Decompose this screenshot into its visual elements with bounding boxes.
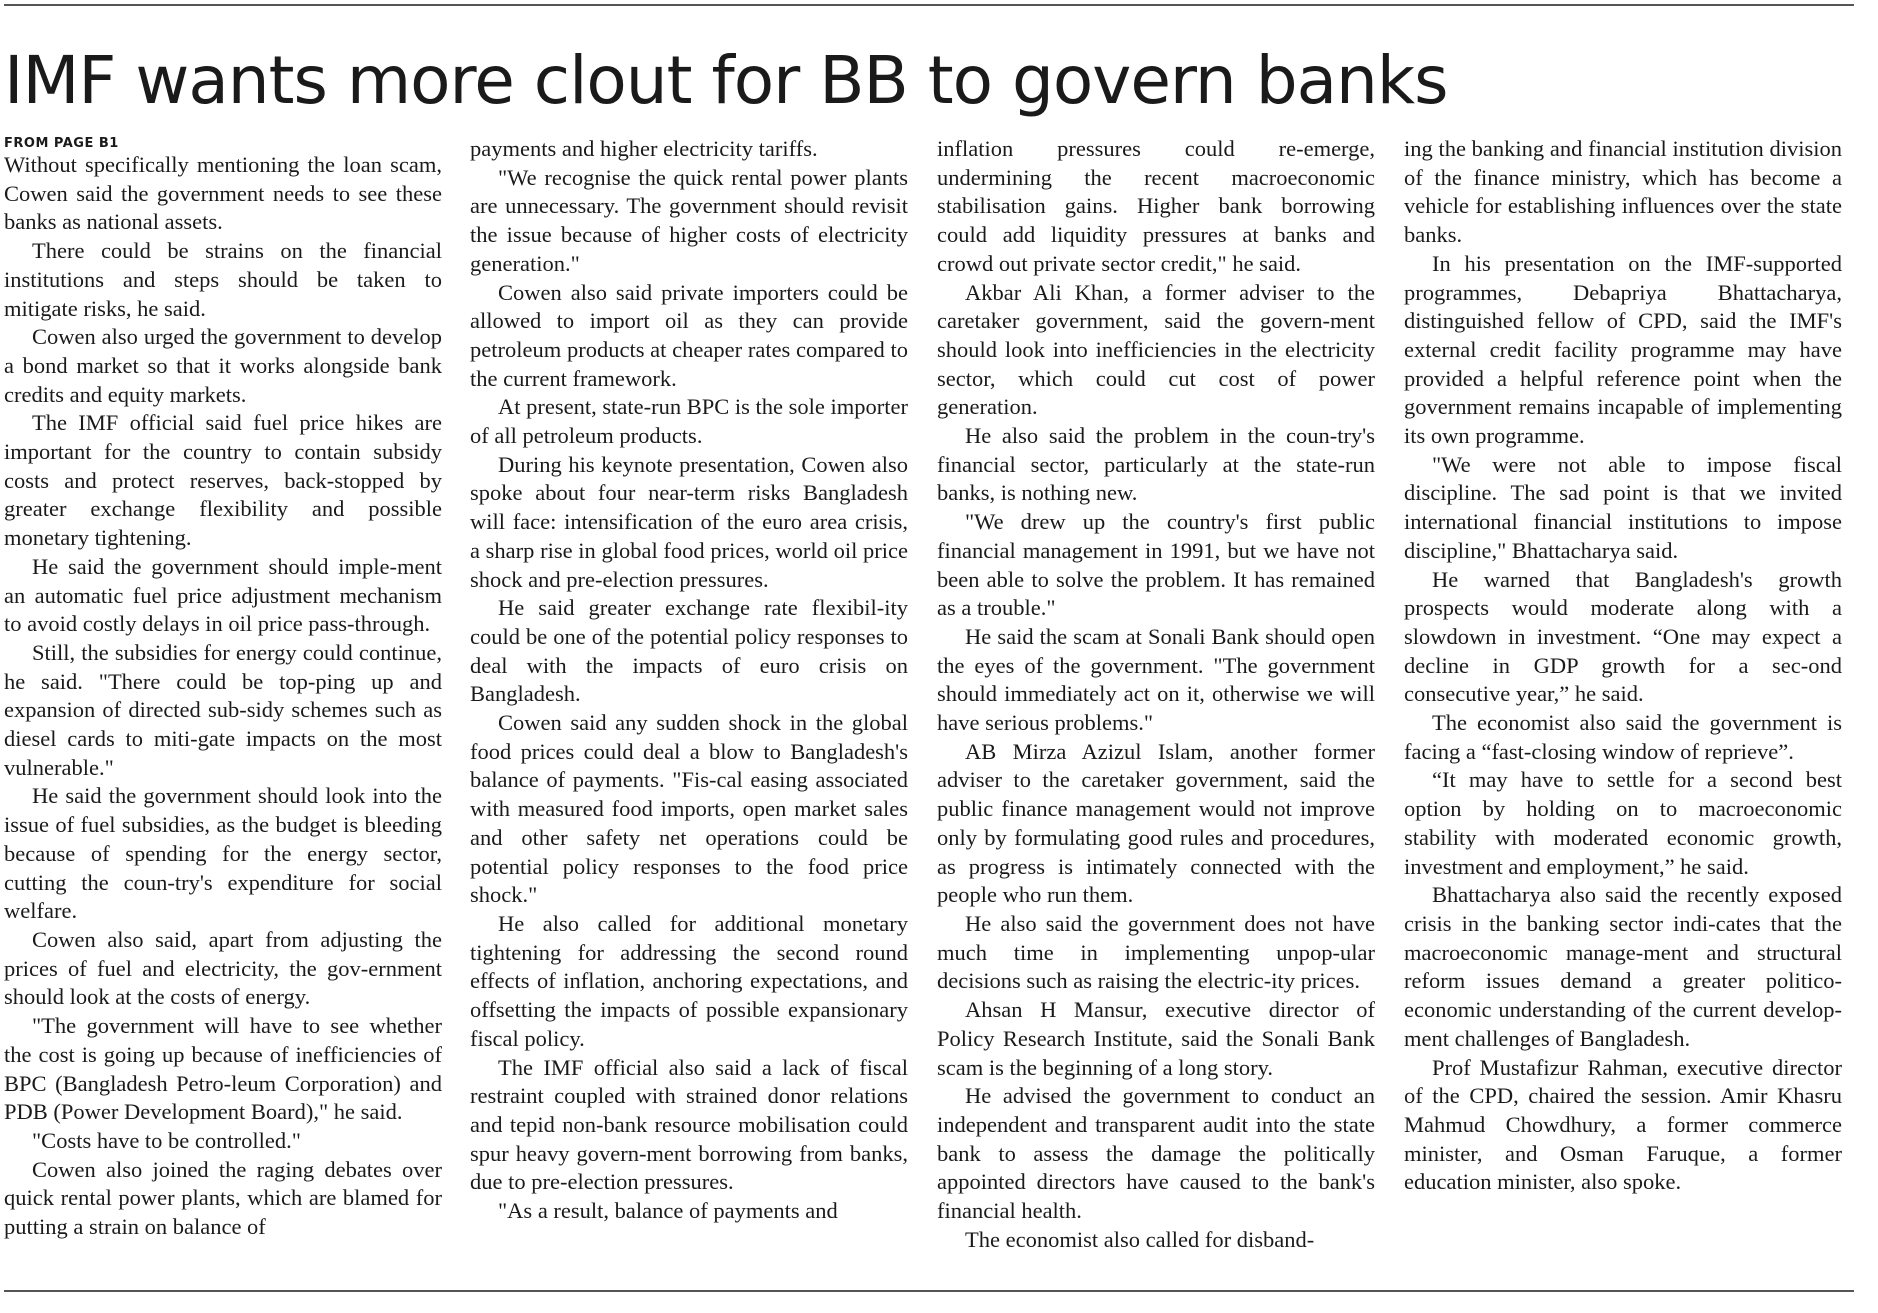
article-paragraph: In his presentation on the IMF-supported programmes, Debapriya Bhattacharya, distinguished fellow of CPD, said the IMF's external credit facility programme may have provided a helpful reference point when the government remains incapable of implementing its own programme. bbox=[1404, 250, 1842, 449]
article-paragraph: payments and higher electricity tariffs. bbox=[470, 136, 818, 161]
article-paragraph: He advised the government to conduct an independent and transparent audit into the state bank to assess the damage the politically appointed directors have caused to the bank's financial health. bbox=[937, 1083, 1375, 1224]
article-paragraph: Cowen said any sudden shock in the global food prices could deal a blow to Bangladesh's balance of payments. "Fis-cal easing associated with measured food imports, open market sales and other safety net operations could be potential policy responses to the food price shock." bbox=[470, 710, 908, 908]
headline: IMF wants more clout for BB to govern banks bbox=[4, 42, 1448, 119]
article-paragraph: Cowen also urged the government to develop a bond market so that it works alongside bank credits and equity markets. bbox=[4, 324, 442, 407]
bottom-rule bbox=[4, 1290, 1854, 1292]
article-paragraph: He said the government should imple-ment an automatic fuel price adjustment mechanism to avoid costly delays in oil price pass-through. bbox=[4, 553, 442, 637]
article-paragraph: Ahsan H Mansur, executive director of Policy Research Institute, said the Sonali Bank scam is the beginning of a long story. bbox=[937, 997, 1375, 1080]
article-paragraph: AB Mirza Azizul Islam, another former adviser to the caretaker government, said the public finance management would not improve only by formulating good rules and procedures, as progress is intimately connected with the people who run them. bbox=[937, 738, 1375, 908]
article-paragraph: He said greater exchange rate flexibil-ity could be one of the potential policy responses to deal with the impacts of euro crisis on Bangladesh. bbox=[470, 595, 908, 707]
article-paragraph: He also called for additional monetary tightening for addressing the second round effects of inflation, anchoring expectations, and offsetting the impacts of possible expansionary fiscal policy. bbox=[470, 910, 908, 1051]
article-paragraph: inflation pressures could re-emerge, undermining the recent macroeconomic stabilisation gains. Higher bank borrowing could add liquidity pressures at banks and crowd out private sector credit," he said. bbox=[937, 136, 1375, 276]
top-rule bbox=[4, 4, 1854, 6]
article-paragraph: At present, state-run BPC is the sole importer of all petroleum products. bbox=[470, 394, 908, 449]
article-paragraph: The IMF official said fuel price hikes are important for the country to contain subsidy costs and protect reserves, back-stopped by greater exchange flexibility and possible monetary tightening. bbox=[4, 410, 442, 551]
article-paragraph: "Costs have to be controlled." bbox=[32, 1127, 301, 1153]
article-paragraph: Akbar Ali Khan, a former adviser to the caretaker government, said the govern-ment should look into inefficiencies in the electricity sector, which could cut cost of power generation. bbox=[937, 279, 1375, 420]
article-paragraph: The IMF official also said a lack of fiscal restraint coupled with strained donor relations and tepid non-bank resource mobilisation could spur heavy govern-ment borrowing from banks, due to pre-election pressures. bbox=[470, 1054, 908, 1195]
article-paragraph: "We drew up the country's first public financial management in 1991, but we have not been able to solve the problem. It has remained as a trouble." bbox=[937, 509, 1375, 621]
article-paragraph: He warned that Bangladesh's growth prospects would moderate along with a slowdown in investment. “One may expect a decline in GDP growth for a sec-ond consecutive year,” he said. bbox=[1404, 566, 1842, 707]
column-1 bbox=[4, 135, 442, 1285]
article-paragraph: “It may have to settle for a second best option by holding on to macroeconomic stability with moderated economic growth, investment and employment,” he said. bbox=[1404, 767, 1842, 879]
article-paragraph: The economist also called for disband- bbox=[965, 1226, 1315, 1252]
article-paragraph: He also said the government does not have much time in implementing unpop-ular decisions such as raising the electric-ity prices. bbox=[937, 910, 1375, 994]
article-paragraph: ing the banking and financial institution division of the finance ministry, which has become a vehicle for establishing influences over the state banks. bbox=[1404, 136, 1842, 248]
column-3 bbox=[937, 135, 1375, 1285]
article-paragraph: Prof Mustafizur Rahman, executive director of the CPD, chaired the session. Amir Khasru Mahmud Chowdhury, a former commerce minister, and Osman Faruque, a former education minister, also spoke. bbox=[1404, 1054, 1842, 1195]
article-paragraph: He said the scam at Sonali Bank should open the eyes of the government. "The government should immediately act on it, otherwise we will have serious problems." bbox=[937, 623, 1375, 736]
article-paragraph: Cowen also said, apart from adjusting the prices of fuel and electricity, the gov-ernment should look at the costs of energy. bbox=[4, 926, 442, 1010]
column-4 bbox=[1404, 135, 1842, 1285]
article-paragraph: "The government will have to see whether the cost is going up because of inefficiencies of BPC (Bangladesh Petro-leum Corporation) and PDB (Power Development Board)," he said. bbox=[4, 1013, 442, 1125]
article-paragraph: Cowen also said private importers could be allowed to import oil as they can provide petroleum products at cheaper rates compared to the current framework. bbox=[470, 279, 908, 391]
dateline: FROM PAGE B1 bbox=[4, 136, 119, 151]
article-paragraph: Bhattacharya also said the recently exposed crisis in the banking sector indi-cates that the macroeconomic manage-ment and structural reform issues demand a greater politico-economic understanding of the current develop-ment challenges of Bangladesh. bbox=[1404, 882, 1842, 1051]
article-paragraph: Cowen also joined the raging debates over quick rental power plants, which are blamed for putting a strain on balance of bbox=[4, 1156, 442, 1240]
article-paragraph: "We were not able to impose fiscal discipline. The sad point is that we invited international financial institutions to impose discipline," Bhattacharya said. bbox=[1404, 451, 1842, 563]
article-paragraph: Without specifically mentioning the loan scam, Cowen said the government needs to see these banks as national assets. bbox=[4, 152, 442, 235]
article-paragraph: Still, the subsidies for energy could continue, he said. "There could be top-ping up and expansion of directed sub-sidy schemes such as diesel cards to miti-gate impacts on the most vulnerable." bbox=[4, 639, 442, 780]
article-paragraph: "As a result, balance of payments and bbox=[498, 1198, 838, 1224]
article-paragraph: He also said the problem in the coun-try's financial sector, particularly at the state-run banks, is nothing new. bbox=[937, 423, 1375, 506]
article-paragraph: There could be strains on the financial institutions and steps should be taken to mitigate risks, he said. bbox=[4, 238, 442, 321]
article-body bbox=[4, 135, 1854, 1285]
column-2 bbox=[470, 135, 908, 1285]
article-paragraph: He said the government should look into the issue of fuel subsidies, as the budget is bleeding because of spending for the energy sector, cutting the coun-try's expenditure for social welfare. bbox=[4, 783, 442, 924]
article-paragraph: During his keynote presentation, Cowen also spoke about four near-term risks Bangladesh will face: intensification of the euro area crisis, a sharp rise in global food prices, world oil price shock and pre-election pressures. bbox=[470, 451, 908, 592]
article-paragraph: "We recognise the quick rental power plants are unnecessary. The government should revisit the issue because of higher costs of electricity generation." bbox=[470, 164, 908, 276]
article-paragraph: The economist also said the government is facing a “fast-closing window of reprieve”. bbox=[1404, 710, 1842, 764]
